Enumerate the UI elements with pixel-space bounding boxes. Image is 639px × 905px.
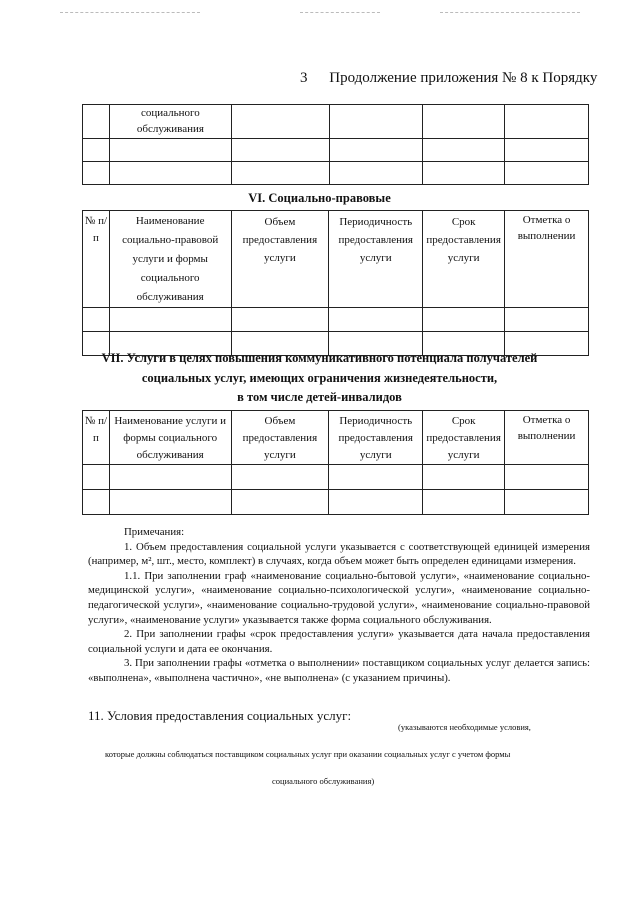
table-cell bbox=[109, 162, 231, 185]
section-6-title: VI. Социально-правовые bbox=[248, 191, 391, 205]
conditions-hint-1: (указываются необходимые условия, bbox=[398, 722, 531, 732]
table-cell bbox=[231, 162, 329, 185]
note-item: 1. Объем предоставления социальной услуги указывается с соответствующей единицей измерения (например, м², шт., место, комплект) в случаях, когда объем может быть определен единицами измерения. bbox=[88, 540, 590, 568]
column-header: Наименование социально-правовой услуги и формы социального обслуживания bbox=[109, 211, 231, 308]
column-header: Срок предоставления услуги bbox=[423, 211, 505, 308]
continuation-table bbox=[82, 104, 589, 185]
note-item: 1.1. При заполнении граф «наименование социально-бытовой услуги», «наименование социально-медицинской услуги», «наименование социально-психологической услуги», «наименование социально-педагогической услуги», «наименование социально-трудовой услуги», «наименование социально-правовой услуги», «наименование услуги» указывается также форма социального обслуживания. bbox=[88, 569, 590, 626]
column-header: Периодичность предоставления услуги bbox=[329, 411, 423, 465]
table-cell bbox=[83, 105, 110, 139]
table-row bbox=[83, 162, 589, 185]
scan-artifact bbox=[60, 12, 200, 14]
notes-heading: Примечания: bbox=[124, 526, 185, 538]
column-header: Отметка о выполнении bbox=[505, 411, 589, 465]
note-item: 3. При заполнении графы «отметка о выполнении» поставщиком социальных услуг делается запись: «выполнена», «выполнена частично», «не выполнена» (с указанием причины). bbox=[88, 657, 590, 684]
table-row bbox=[83, 465, 589, 490]
column-header: Объем предоставления услуги bbox=[231, 411, 329, 465]
conditions-label: 11. Условия предоставления социальных услуг: bbox=[88, 708, 352, 723]
notes-block bbox=[88, 525, 590, 686]
section-6-table bbox=[82, 210, 589, 356]
column-header: Отметка о выполнении bbox=[505, 211, 589, 308]
appendix-title: Продолжение приложения № 8 к Порядку bbox=[329, 70, 598, 86]
table-row bbox=[83, 308, 589, 332]
table-cell bbox=[423, 139, 505, 162]
section-7-title-line1: VII. Услуги в целях повышения коммуникативного потенциала получателей bbox=[101, 351, 538, 365]
section-7-title-line2: социальных услуг, имеющих ограничения жизнедеятельности, bbox=[141, 371, 498, 385]
page-number: 3 bbox=[300, 70, 308, 86]
section-7-table bbox=[82, 410, 589, 515]
scan-artifact bbox=[440, 12, 580, 14]
table-cell bbox=[505, 162, 589, 185]
table-cell bbox=[329, 162, 423, 185]
conditions-hint-3: социального обслуживания) bbox=[272, 776, 375, 786]
column-header: № п/п bbox=[83, 411, 110, 465]
table-header-row bbox=[83, 411, 589, 465]
table-row bbox=[83, 105, 589, 139]
column-header: Периодичность предоставления услуги bbox=[329, 211, 423, 308]
page-header bbox=[300, 70, 597, 87]
table-cell bbox=[505, 105, 589, 139]
column-header: Срок предоставления услуги bbox=[423, 411, 505, 465]
section-7-title-line3: в том числе детей-инвалидов bbox=[237, 390, 402, 404]
column-header: Объем предоставления услуги bbox=[231, 211, 329, 308]
table-cell bbox=[505, 139, 589, 162]
table-header-row bbox=[83, 211, 589, 308]
conditions-hint-2: которые должны соблюдаться поставщиком социальных услуг при оказании социальных услуг с учетом формы bbox=[105, 749, 511, 759]
table-cell bbox=[423, 162, 505, 185]
table-cell bbox=[109, 139, 231, 162]
table-cell bbox=[329, 139, 423, 162]
table-row bbox=[83, 490, 589, 515]
note-item: 2. При заполнении графы «срок предоставления услуги» указывается дата начала предоставления социальной услуги и дата ее окончания. bbox=[88, 628, 590, 655]
scan-artifact bbox=[300, 12, 380, 14]
table-cell: социального обслуживания bbox=[109, 105, 231, 139]
table-cell bbox=[83, 162, 110, 185]
column-header: № п/п bbox=[83, 211, 110, 308]
table-cell bbox=[231, 139, 329, 162]
table-row bbox=[83, 139, 589, 162]
table-cell bbox=[231, 105, 329, 139]
table-cell bbox=[329, 105, 423, 139]
table-cell bbox=[83, 139, 110, 162]
column-header: Наименование услуги и формы социального обслуживания bbox=[109, 411, 231, 465]
table-cell bbox=[423, 105, 505, 139]
